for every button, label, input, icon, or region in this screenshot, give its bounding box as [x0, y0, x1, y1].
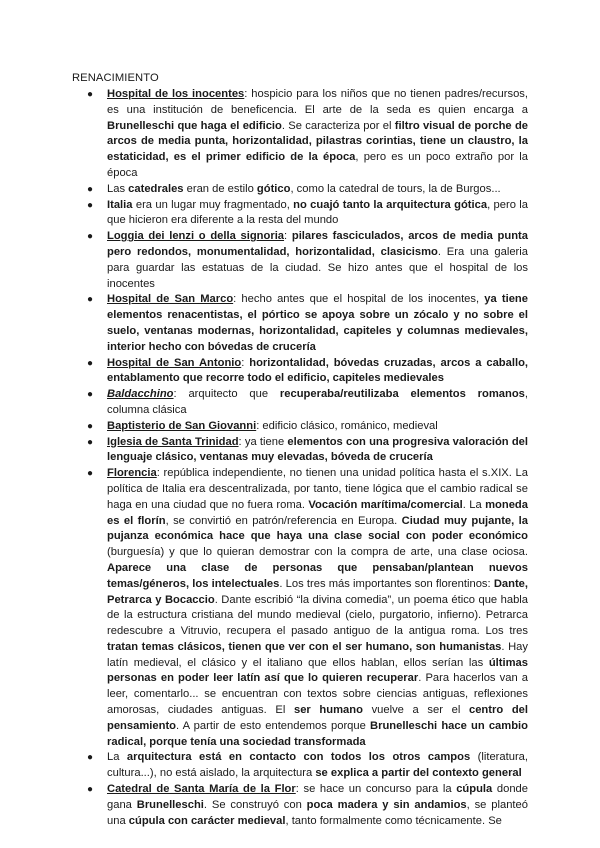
- list-item: [72, 387, 528, 419]
- list-item: [72, 87, 528, 182]
- text-run-bold: Vocación marítima/comercial: [308, 498, 463, 511]
- bullet-icon: ●: [87, 89, 94, 100]
- text-run: : república independiente, no tienen una unidad política hasta el s.XIX. La política de Italia era descentralizada, por tanto, tiene lógica que el cambio radical se haga en una ciudad que no fuera roma.: [107, 467, 528, 511]
- text-run-bold: cúpula: [456, 783, 493, 796]
- text-run: Las: [107, 182, 129, 195]
- text-run: era un lugar muy fragmentado,: [132, 198, 294, 211]
- bullet-icon: ●: [87, 231, 94, 243]
- text-run-bold: Brunelleschi que haga el edificio: [107, 119, 282, 132]
- text-run-bold: gótico: [256, 182, 291, 195]
- list-item: [72, 229, 528, 292]
- text-run-bold: centro del pensamiento: [107, 704, 528, 732]
- item-text: [107, 293, 528, 352]
- bullet-icon: ●: [87, 357, 94, 369]
- text-run-bold: moneda es el florín: [107, 498, 528, 527]
- document-title: RENACIMIENTO: [72, 72, 159, 84]
- item-text: [107, 467, 528, 748]
- text-run: : se hace un concurso para la: [295, 783, 457, 796]
- text-run: , tanto formalmente como técnicamente. Se: [285, 814, 502, 827]
- text-run-bold: elementos con una progresiva valoración del lenguaje clásico, ventanas muy elevadas, bóveda de crucería: [107, 435, 528, 464]
- item-text: [107, 357, 528, 385]
- text-run: . A partir de esto entendemos porque: [176, 719, 371, 732]
- list-item: [72, 435, 528, 467]
- item-text: [107, 88, 528, 179]
- text-run: :: [284, 230, 292, 243]
- text-run: . Se caracteriza por el: [281, 119, 395, 132]
- text-run-bold: poca madera y sin andamios: [306, 798, 467, 811]
- text-run-bold: horizontalidad, bóvedas cruzadas, arcos a caballo, entablamento que recorre todo el edificio, capiteles medievales: [107, 356, 529, 385]
- text-run-bold: pilares fasciculados, arcos de media punta pero redondos, monumentalidad, horizontalidad, clasicismo: [107, 230, 528, 258]
- item-text: [107, 436, 528, 464]
- text-run: . Para hacerlos van a leer, comentarlo... se encuentran con textos sobre ciencias antiguas, reflexiones amorosas, ciudades antiguas. El: [107, 672, 529, 717]
- item-heading: Baptisterio de San Giovanni: [107, 419, 257, 432]
- text-run-bold: Brunelleschi: [136, 798, 204, 811]
- item-text: [107, 199, 528, 227]
- text-run: : hecho antes que el hospital de los inocentes,: [233, 293, 485, 306]
- item-text: [107, 420, 438, 432]
- text-run-bold: Ciudad muy pujante, la pujanza económica hace que haya una clase social con poder económico: [107, 514, 528, 543]
- bullet-list: [72, 87, 528, 829]
- text-run-bold: filtro visual de porche de arcos de media punta, horizontalidad, pilastras corintias, tiene un claustro, la estaticidad, es el primer edificio de la época: [107, 119, 528, 164]
- text-run: : ya tiene: [238, 435, 288, 448]
- list-item: [72, 750, 528, 782]
- list-item: [72, 182, 528, 198]
- text-run: vuelve a ser el: [362, 704, 469, 717]
- text-run: . Los tres más importantes son florentinos:: [279, 577, 494, 590]
- text-run-bold: ya tiene elementos renacentistas, el pórtico se apoya sobre un zócalo y no sobre el suelo, ventanas modernas, horizontalidad, capiteles y columnas medievales, interior hecho con bóvedas de crucería: [107, 293, 528, 353]
- bullet-icon: ●: [87, 183, 94, 195]
- text-run: (literatura, cultura...), no está aislado, la arquitectura: [107, 751, 529, 780]
- bullet-icon: ●: [87, 389, 94, 401]
- item-heading: Hospital de los inocentes: [107, 88, 245, 100]
- text-run: (burguesía) y que lo quieran demostrar con la compra de arte, una clase ociosa.: [107, 546, 528, 559]
- item-heading: Hospital de San Antonio: [107, 356, 242, 369]
- item-heading: Loggia dei lenzi o della signoria: [107, 230, 285, 243]
- text-run: La: [107, 751, 127, 764]
- text-run-bold: no cuajó tanto la arquitectura gótica: [293, 198, 488, 211]
- bullet-icon: ●: [87, 784, 94, 796]
- text-run: . Dante escribió “la divina comedia”, un poema ético que habla de la estructura cristiana del mundo medieval (cielo, purgatorio, infierno). Petrarca redescubre a Vitruvio, recupera el pasado antiguo de la antigua roma. Los tres: [107, 593, 528, 638]
- list-item: [72, 419, 528, 435]
- bullet-icon: ●: [87, 752, 94, 764]
- text-run-bold: cúpula con carácter medieval: [128, 814, 286, 827]
- text-run: , columna clásica: [107, 388, 528, 416]
- item-text: [107, 388, 528, 416]
- text-run: : edificio clásico, románico, medieval: [256, 419, 438, 432]
- text-run: eran de estilo: [183, 182, 257, 195]
- item-text: [107, 751, 528, 779]
- text-run: , se convirtió en patrón/referencia en Europa.: [165, 514, 402, 527]
- text-run-bold: catedrales: [128, 182, 184, 195]
- text-run: , pero es un poco extraño por la época: [107, 151, 528, 179]
- bullet-icon: ●: [87, 436, 94, 448]
- bullet-icon: ●: [87, 294, 94, 306]
- item-heading: Florencia: [107, 467, 157, 480]
- bullet-icon: ●: [87, 420, 94, 432]
- item-heading: Hospital de San Marco: [107, 293, 234, 306]
- text-run-bold: tratan temas clásicos, tienen que ver con el ser humano, son humanistas: [107, 640, 502, 653]
- item-text: [107, 183, 501, 195]
- text-run-bold: recuperaba/reutilizaba elementos romanos: [279, 388, 525, 401]
- bullet-icon: ●: [87, 199, 94, 211]
- text-run: :: [241, 356, 250, 369]
- item-heading: Catedral de Santa María de la Flor: [107, 783, 296, 796]
- item-heading: Baldacchino: [107, 388, 174, 401]
- text-run-bold: últimas personas en poder leer latín así que lo quieren recuperar: [107, 656, 528, 685]
- text-run-bold: Italia: [107, 198, 133, 211]
- text-run: , pero la que hicieron era diferente a la resta del mundo: [107, 198, 528, 227]
- text-run: , como la catedral de tours, la de Burgos...: [290, 182, 501, 195]
- text-run: : hospicio para los niños que no tienen padres/recursos, es una institución de beneficencia. El arte de la seda es quien encarga a: [107, 88, 528, 116]
- text-run-bold: Brunelleschi hace un cambio radical, porque tenía una sociedad transformada: [107, 719, 528, 748]
- text-run-bold: Dante, Petrarca y Bocaccio: [107, 577, 529, 606]
- list-item: [72, 466, 528, 750]
- text-run: donde gana: [107, 783, 528, 811]
- item-text: [107, 230, 528, 289]
- list-item: [72, 782, 528, 829]
- text-run-bold: arquitectura está en contacto con todos los otros campos: [126, 751, 471, 764]
- item-text: [107, 783, 528, 827]
- bullet-icon: ●: [87, 468, 94, 480]
- text-run-bold: se explica a partir del contexto general: [315, 767, 522, 780]
- list-item: [72, 356, 528, 388]
- text-run: . Se construyó con: [203, 798, 307, 811]
- text-run: . La: [462, 498, 486, 511]
- text-run-bold: ser humano: [293, 704, 363, 717]
- text-run: . Hay latín medieval, el clásico y el italiano que ellos hablan, ellos serían las: [107, 640, 528, 669]
- text-run: : arquitecto que: [173, 388, 280, 401]
- text-run-bold: Aparece una clase de personas que pensaban/plantean nuevos temas/géneros, los intelectuales: [107, 561, 528, 590]
- list-item: [72, 292, 528, 355]
- text-run: , se planteó una: [107, 798, 528, 827]
- item-heading: Iglesia de Santa Trinidad: [107, 435, 239, 448]
- list-item: [72, 198, 528, 230]
- text-run: . Era una galeria para guardar las estatuas de la ciudad. Se hizo antes que el hospital de los inocentes: [107, 245, 528, 290]
